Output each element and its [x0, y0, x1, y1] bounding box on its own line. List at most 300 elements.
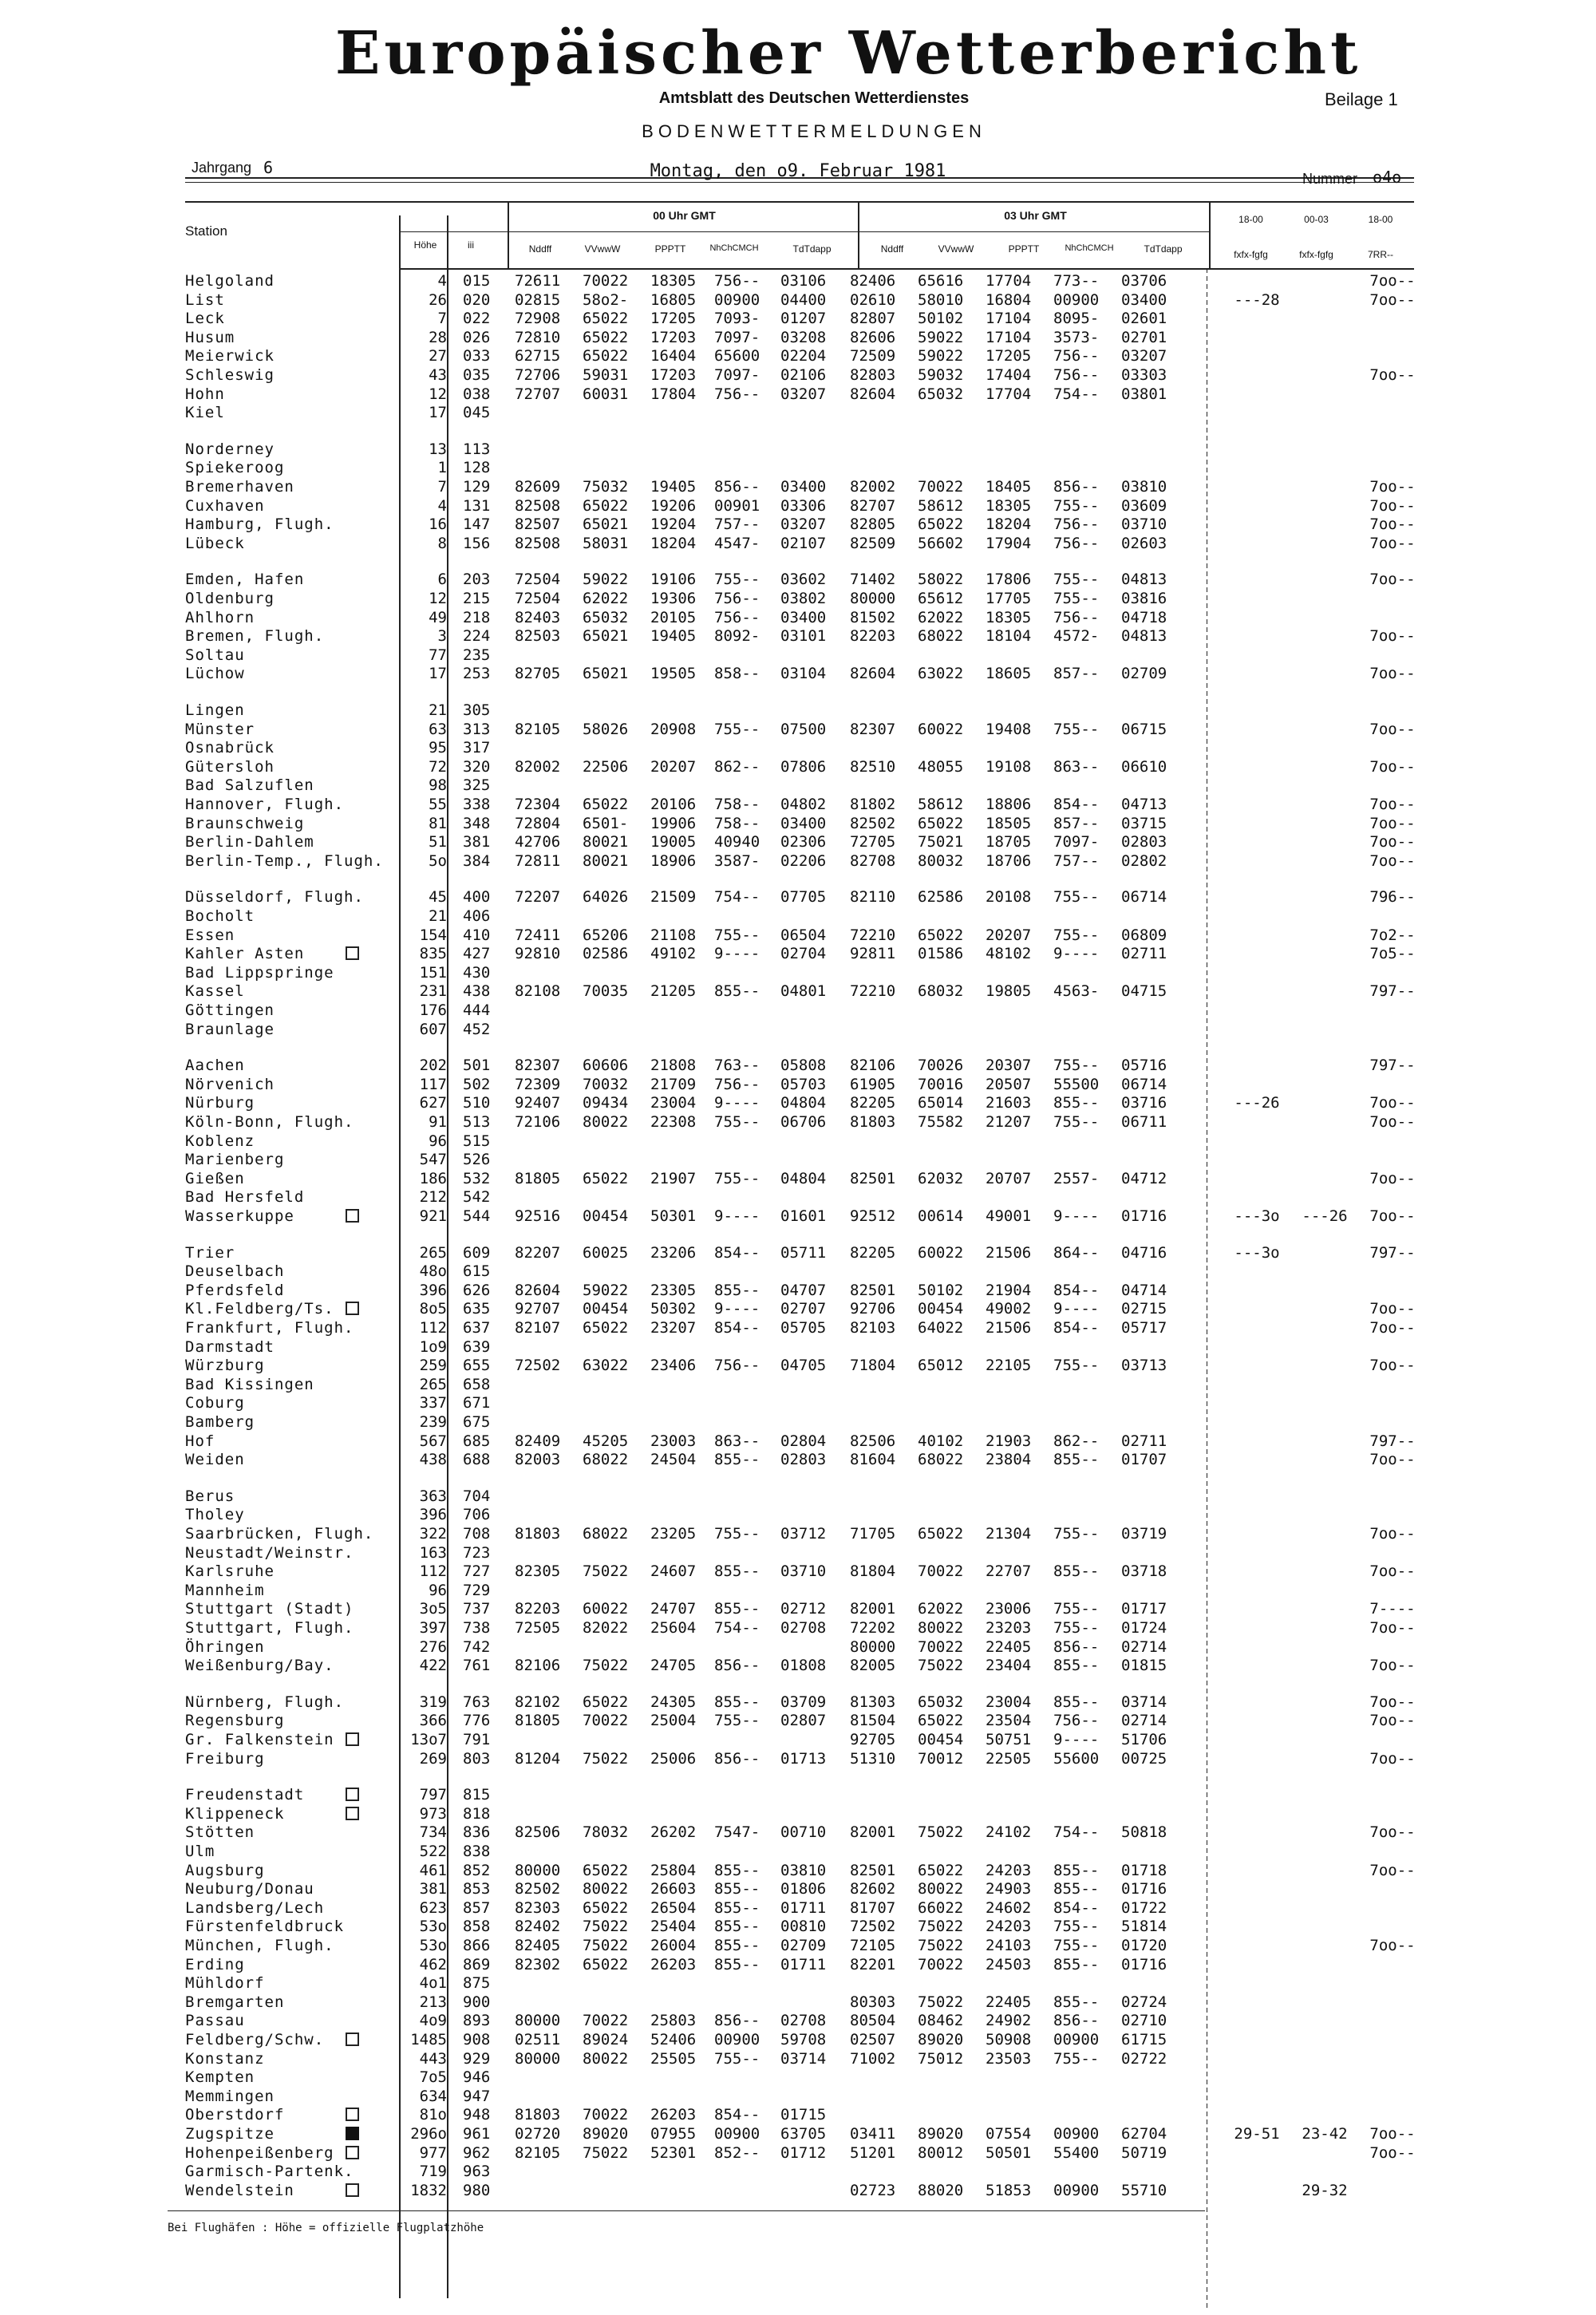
station-height: 48o	[419, 1262, 447, 1280]
table-row	[0, 664, 1596, 683]
table-row	[0, 1637, 1596, 1657]
col-00-gmt: 00 Uhr GMT	[653, 209, 716, 222]
obs-code-j: 01716	[1121, 1207, 1167, 1225]
station-name: Regensburg	[185, 1712, 285, 1729]
obs-code-b: 65022	[583, 1170, 629, 1187]
station-id: 381	[463, 833, 491, 851]
obs-code-d: 00900	[714, 291, 760, 309]
station-height: 98	[429, 776, 447, 794]
station-id: 893	[463, 2012, 491, 2029]
obs-code-j: 04813	[1121, 627, 1167, 645]
obs-code-hh: 24902	[986, 2012, 1032, 2029]
obs-code-f: 02610	[850, 291, 896, 309]
obs-code-d: 9----	[714, 1207, 760, 1225]
station-height: 522	[419, 1843, 447, 1860]
obs-code-i: 857--	[1053, 815, 1100, 832]
table-row	[0, 1001, 1596, 1020]
station-name: List	[185, 291, 225, 309]
table-row	[0, 982, 1596, 1001]
obs-code-j: 03207	[1121, 347, 1167, 365]
station-name: Freiburg	[185, 1750, 265, 1768]
obs-code-f: 72105	[850, 1937, 896, 1954]
obs-code-a: 82506	[515, 1823, 561, 1841]
table-row	[0, 496, 1596, 516]
obs-code-m: 7oo--	[1369, 1319, 1416, 1337]
obs-code-m: 7oo--	[1369, 852, 1416, 870]
obs-code-m: 7oo--	[1369, 1750, 1416, 1768]
obs-code-f: 02723	[850, 2182, 896, 2199]
obs-code-b: 75032	[583, 478, 629, 496]
station-height: 6	[437, 571, 447, 588]
obs-code-f: 72705	[850, 833, 896, 851]
obs-code-j: 02724	[1121, 1993, 1167, 2011]
obs-code-hh: 22405	[986, 1993, 1032, 2011]
obs-code-b: 02586	[583, 945, 629, 962]
station-height: 1832	[410, 2182, 447, 2199]
station-height: 259	[419, 1357, 447, 1374]
station-name: Garmisch-Partenk.	[185, 2163, 354, 2180]
station-name: Coburg	[185, 1394, 245, 1412]
table-row	[0, 1562, 1596, 1581]
table-row	[0, 1785, 1596, 1804]
station-name: Kiel	[185, 404, 225, 421]
station-name: Karlsruhe	[185, 1562, 275, 1580]
station-name: Mühldorf	[185, 1974, 265, 1992]
mountain-station-square-icon	[346, 946, 359, 960]
section-title: BODENWETTERMELDUNGEN	[642, 121, 986, 141]
table-row	[0, 1749, 1596, 1768]
col-nh-00: NhChCMCH	[709, 243, 759, 253]
obs-code-g: 01586	[918, 945, 964, 962]
obs-code-f: 82501	[850, 1282, 896, 1299]
obs-code-hh: 22707	[986, 1562, 1032, 1580]
station-height: 91	[429, 1113, 447, 1131]
obs-code-j: 03801	[1121, 385, 1167, 403]
obs-code-g: 80032	[918, 852, 964, 870]
station-height: 7	[437, 310, 447, 327]
obs-code-i: 755--	[1053, 1113, 1100, 1131]
obs-code-c: 25505	[650, 2050, 697, 2068]
obs-code-d: 755--	[714, 721, 760, 738]
obs-code-m: 797--	[1369, 982, 1416, 1000]
obs-code-c: 17203	[650, 366, 697, 384]
obs-code-f: 82001	[850, 1600, 896, 1618]
station-name: Feldberg/Schw.	[185, 2031, 325, 2048]
obs-code-e: 04802	[780, 796, 827, 813]
station-height: 112	[419, 1562, 447, 1580]
obs-code-b: 70022	[583, 2012, 629, 2029]
station-id: 818	[463, 1805, 491, 1823]
obs-code-hh: 24203	[986, 1918, 1032, 1935]
station-id: 526	[463, 1151, 491, 1168]
obs-code-hh: 23503	[986, 2050, 1032, 2068]
obs-code-m: 7o2--	[1369, 926, 1416, 944]
obs-code-j: 02603	[1121, 535, 1167, 552]
station-name: Lüchow	[185, 665, 245, 682]
station-height: 4	[437, 497, 447, 515]
obs-code-a: 81803	[515, 2106, 561, 2123]
obs-code-b: 65022	[583, 1862, 629, 1879]
station-id: 128	[463, 459, 491, 476]
obs-code-b: 60031	[583, 385, 629, 403]
station-height: 1	[437, 459, 447, 476]
obs-code-hh: 18505	[986, 815, 1032, 832]
obs-code-d: 7547-	[714, 1823, 760, 1841]
station-id: 203	[463, 571, 491, 588]
obs-code-b: 65206	[583, 926, 629, 944]
obs-code-k: 29-51	[1234, 2125, 1280, 2143]
obs-code-g: 70022	[918, 478, 964, 496]
obs-code-d: 755--	[714, 571, 760, 588]
obs-code-c: 23004	[650, 1094, 697, 1112]
obs-code-e: 03802	[780, 590, 827, 607]
obs-code-b: 65022	[583, 347, 629, 365]
obs-code-g: 65022	[918, 926, 964, 944]
obs-code-d: 856--	[714, 2012, 760, 2029]
station-id: 763	[463, 1693, 491, 1711]
station-id: 737	[463, 1600, 491, 1618]
obs-code-hh: 22105	[986, 1357, 1032, 1374]
station-name: Bad Salzuflen	[185, 776, 314, 794]
obs-code-a: 81204	[515, 1750, 561, 1768]
obs-code-a: 82403	[515, 609, 561, 626]
obs-code-f: 72210	[850, 982, 896, 1000]
station-id: 671	[463, 1394, 491, 1412]
station-name: Bad Hersfeld	[185, 1188, 305, 1206]
obs-code-a: 72804	[515, 815, 561, 832]
obs-code-i: 855--	[1053, 1993, 1100, 2011]
obs-code-g: 80022	[918, 1880, 964, 1898]
obs-code-m: 7oo--	[1369, 758, 1416, 776]
obs-code-a: 81803	[515, 1525, 561, 1543]
obs-code-i: 755--	[1053, 721, 1100, 738]
obs-code-f: 82103	[850, 1319, 896, 1337]
obs-code-f: 82606	[850, 329, 896, 346]
obs-code-c: 19206	[650, 497, 697, 515]
station-height: 63	[429, 721, 447, 738]
obs-code-e: 03712	[780, 1525, 827, 1543]
obs-code-f: 82510	[850, 758, 896, 776]
station-name: Düsseldorf, Flugh.	[185, 888, 364, 906]
table-row	[0, 1599, 1596, 1618]
obs-code-c: 22308	[650, 1113, 697, 1131]
station-name: Schleswig	[185, 366, 275, 384]
table-row	[0, 1262, 1596, 1281]
obs-code-hh: 23404	[986, 1657, 1032, 1674]
station-name: Marienberg	[185, 1151, 285, 1168]
obs-code-g: 62022	[918, 609, 964, 626]
table-row	[0, 458, 1596, 477]
table-row	[0, 1505, 1596, 1524]
obs-code-g: 62586	[918, 888, 964, 906]
obs-code-j: 04718	[1121, 609, 1167, 626]
obs-code-g: 59022	[918, 347, 964, 365]
station-id: 727	[463, 1562, 491, 1580]
station-name: Oberstdorf	[185, 2106, 285, 2123]
obs-code-j: 50719	[1121, 2144, 1167, 2162]
obs-code-e: 03709	[780, 1693, 827, 1711]
station-height: 734	[419, 1823, 447, 1841]
obs-code-j: 06809	[1121, 926, 1167, 944]
obs-code-hh: 21603	[986, 1094, 1032, 1112]
obs-code-d: 856--	[714, 1657, 760, 1674]
mountain-station-square-icon	[346, 1732, 359, 1746]
obs-code-a: 82604	[515, 1282, 561, 1299]
obs-code-g: 00454	[918, 1731, 964, 1748]
station-height: 12	[429, 590, 447, 607]
obs-code-d: 65600	[714, 347, 760, 365]
obs-code-a: 82705	[515, 665, 561, 682]
jahrgang-label: Jahrgang	[192, 160, 252, 176]
filled-square-icon	[346, 2127, 359, 2140]
obs-code-e: 02106	[780, 366, 827, 384]
table-row	[0, 757, 1596, 776]
table-row	[0, 1656, 1596, 1675]
obs-code-b: 65021	[583, 516, 629, 533]
station-height: 21	[429, 701, 447, 719]
obs-code-b: 75022	[583, 1750, 629, 1768]
obs-code-e: 01711	[780, 1956, 827, 1973]
obs-code-e: 02704	[780, 945, 827, 962]
obs-code-e: 03208	[780, 329, 827, 346]
obs-code-f: 82201	[850, 1956, 896, 1973]
obs-code-f: 71402	[850, 571, 896, 588]
station-id: 685	[463, 1432, 491, 1450]
obs-code-c: 24305	[650, 1693, 697, 1711]
obs-code-l: ---26	[1302, 1207, 1348, 1225]
obs-code-c: 23205	[650, 1525, 697, 1543]
obs-code-f: 81803	[850, 1113, 896, 1131]
table-row	[0, 1093, 1596, 1112]
table-row	[0, 1581, 1596, 1600]
table-row	[0, 1917, 1596, 1936]
obs-code-k: ---3o	[1234, 1207, 1280, 1225]
obs-code-d: 855--	[714, 1899, 760, 1917]
station-id: 635	[463, 1300, 491, 1317]
obs-code-a: 82108	[515, 982, 561, 1000]
obs-code-a: 82302	[515, 1956, 561, 1973]
obs-code-a: 80000	[515, 2012, 561, 2029]
obs-code-f: 81303	[850, 1693, 896, 1711]
obs-code-c: 25004	[650, 1712, 697, 1729]
obs-code-hh: 20108	[986, 888, 1032, 906]
obs-code-e: 01601	[780, 1207, 827, 1225]
station-id: 655	[463, 1357, 491, 1374]
station-id: 502	[463, 1076, 491, 1093]
station-id: 532	[463, 1170, 491, 1187]
obs-code-e: 04804	[780, 1094, 827, 1112]
obs-code-i: 756--	[1053, 366, 1100, 384]
station-name: Bamberg	[185, 1413, 255, 1431]
mountain-station-square-icon	[346, 1209, 359, 1223]
table-row	[0, 1898, 1596, 1918]
obs-code-e: 01207	[780, 310, 827, 327]
station-name: Memmingen	[185, 2088, 275, 2105]
station-id: 026	[463, 329, 491, 346]
station-id: 438	[463, 982, 491, 1000]
table-row	[0, 776, 1596, 795]
station-name: Weißenburg/Bay.	[185, 1657, 334, 1674]
station-id: 305	[463, 701, 491, 719]
obs-code-a: 82102	[515, 1693, 561, 1711]
obs-code-f: 51310	[850, 1750, 896, 1768]
obs-code-j: 04716	[1121, 1244, 1167, 1262]
obs-code-g: 00614	[918, 1207, 964, 1225]
obs-code-e: 03714	[780, 2050, 827, 2068]
obs-code-e: 06504	[780, 926, 827, 944]
obs-code-hh: 18705	[986, 833, 1032, 851]
station-name: Erding	[185, 1956, 245, 1973]
station-height: 95	[429, 739, 447, 757]
obs-code-j: 03716	[1121, 1094, 1167, 1112]
obs-code-i: 855--	[1053, 1693, 1100, 1711]
station-id: 038	[463, 385, 491, 403]
obs-code-b: 65021	[583, 627, 629, 645]
obs-code-m: 797--	[1369, 1244, 1416, 1262]
obs-code-hh: 20307	[986, 1057, 1032, 1074]
col-iii: iii	[468, 239, 474, 251]
obs-code-e: 06706	[780, 1113, 827, 1131]
table-row	[0, 2162, 1596, 2181]
station-name: Lingen	[185, 701, 245, 719]
obs-code-f: 82805	[850, 516, 896, 533]
station-id: 869	[463, 1956, 491, 1973]
obs-code-j: 03303	[1121, 366, 1167, 384]
col-period-1: 18-00	[1238, 214, 1263, 225]
obs-code-j: 01815	[1121, 1657, 1167, 1674]
station-name: Kl.Feldberg/Ts.	[185, 1300, 334, 1317]
station-name: Aachen	[185, 1057, 245, 1074]
obs-code-b: 59031	[583, 366, 629, 384]
obs-code-i: 855--	[1053, 1094, 1100, 1112]
obs-code-d: 855--	[714, 1562, 760, 1580]
obs-code-a: 92407	[515, 1094, 561, 1112]
obs-code-c: 18305	[650, 272, 697, 290]
obs-code-g: 65032	[918, 385, 964, 403]
table-row	[0, 2087, 1596, 2106]
obs-code-j: 04712	[1121, 1170, 1167, 1187]
obs-code-e: 03400	[780, 815, 827, 832]
obs-code-j: 03718	[1121, 1562, 1167, 1580]
station-height: 13	[429, 440, 447, 458]
obs-code-e: 03207	[780, 385, 827, 403]
table-row	[0, 720, 1596, 739]
obs-code-f: 82708	[850, 852, 896, 870]
table-row	[0, 1955, 1596, 1974]
obs-code-i: 855--	[1053, 1657, 1100, 1674]
obs-code-g: 58010	[918, 291, 964, 309]
station-name: Köln-Bonn, Flugh.	[185, 1113, 354, 1131]
obs-code-j: 03706	[1121, 272, 1167, 290]
station-height: 43	[429, 366, 447, 384]
station-id: 033	[463, 347, 491, 365]
obs-code-f: 81502	[850, 609, 896, 626]
table-row	[0, 271, 1596, 290]
station-height: 265	[419, 1244, 447, 1262]
obs-code-e: 07806	[780, 758, 827, 776]
col-sub-1: fxfx-fgfg	[1234, 249, 1268, 260]
station-name: Saarbrücken, Flugh.	[185, 1525, 374, 1543]
station-height: 8	[437, 535, 447, 552]
col-nddff-03: Nddff	[880, 243, 904, 255]
obs-code-a: 72706	[515, 366, 561, 384]
obs-code-d: 856--	[714, 478, 760, 496]
station-name: Gr. Falkenstein	[185, 1731, 334, 1748]
obs-code-b: 59022	[583, 571, 629, 588]
obs-code-f: 82509	[850, 535, 896, 552]
obs-code-m: 7oo--	[1369, 1357, 1416, 1374]
obs-code-b: 70032	[583, 1076, 629, 1093]
station-name: Nürburg	[185, 1094, 255, 1112]
obs-code-d: 855--	[714, 1693, 760, 1711]
station-height: 112	[419, 1319, 447, 1337]
obs-code-j: 01707	[1121, 1451, 1167, 1468]
station-name: Berlin-Dahlem	[185, 833, 314, 851]
obs-code-e: 07705	[780, 888, 827, 906]
obs-code-e: 04707	[780, 1282, 827, 1299]
obs-code-a: 82503	[515, 627, 561, 645]
table-row	[0, 1243, 1596, 1262]
station-height: 5o	[429, 852, 447, 870]
obs-code-c: 24707	[650, 1600, 697, 1618]
station-height: 276	[419, 1638, 447, 1656]
mountain-station-square-icon	[346, 1788, 359, 1801]
obs-code-hh: 49002	[986, 1300, 1032, 1317]
obs-code-a: 81805	[515, 1712, 561, 1729]
station-id: 803	[463, 1750, 491, 1768]
station-id: 022	[463, 310, 491, 327]
obs-code-j: 61715	[1121, 2031, 1167, 2048]
obs-code-d: 7097-	[714, 329, 760, 346]
obs-code-b: 75022	[583, 1562, 629, 1580]
obs-code-i: 755--	[1053, 2050, 1100, 2068]
obs-code-f: 71002	[850, 2050, 896, 2068]
obs-code-j: 01716	[1121, 1956, 1167, 1973]
obs-code-a: 02511	[515, 2031, 561, 2048]
obs-code-d: 855--	[714, 1862, 760, 1879]
table-row	[0, 1150, 1596, 1169]
obs-code-d: 855--	[714, 1918, 760, 1935]
station-id: 131	[463, 497, 491, 515]
station-height: 81o	[419, 2106, 447, 2123]
obs-code-e: 05705	[780, 1319, 827, 1337]
obs-code-j: 01718	[1121, 1862, 1167, 1879]
table-row	[0, 534, 1596, 553]
obs-code-i: 856--	[1053, 2012, 1100, 2029]
station-name: Lübeck	[185, 535, 245, 552]
obs-code-c: 19005	[650, 833, 697, 851]
footer-note: Bei Flughäfen : Höhe = offizielle Flugplatzhöhe	[168, 2222, 484, 2234]
obs-code-g: 75022	[918, 1993, 964, 2011]
obs-code-a: 82203	[515, 1600, 561, 1618]
obs-code-g: 65616	[918, 272, 964, 290]
obs-code-g: 88020	[918, 2182, 964, 2199]
obs-code-a: 72505	[515, 1619, 561, 1637]
table-row	[0, 1993, 1596, 2012]
obs-code-m: 7oo--	[1369, 535, 1416, 552]
obs-code-hh: 18806	[986, 796, 1032, 813]
obs-code-e: 01711	[780, 1899, 827, 1917]
station-name: Hohenpeißenberg	[185, 2144, 334, 2162]
station-height: 265	[419, 1376, 447, 1393]
obs-code-b: 80022	[583, 1880, 629, 1898]
obs-code-e: 02804	[780, 1432, 827, 1450]
obs-code-i: 855--	[1053, 1880, 1100, 1898]
station-height: 202	[419, 1057, 447, 1074]
obs-code-b: 65022	[583, 1899, 629, 1917]
station-name: Bocholt	[185, 907, 255, 925]
station-id: 929	[463, 2050, 491, 2068]
